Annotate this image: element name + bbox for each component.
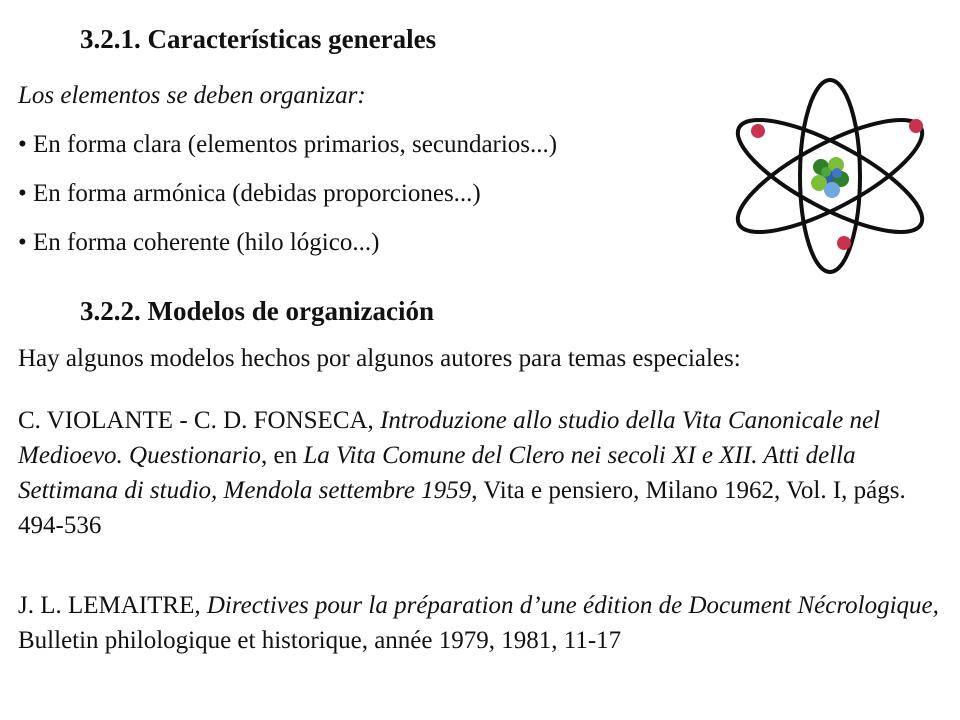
electron-icon: [837, 236, 851, 250]
reference-lemaitre: [18, 588, 948, 658]
atom-icon: [718, 76, 953, 276]
reference-publication: , Vita e pensiero, Milano 1962, Vol. I, págs. 494-536: [18, 477, 906, 539]
electron-icon: [909, 119, 923, 133]
bullet-item-clara: • En forma clara (elementos primarios, secundarios...): [18, 131, 558, 158]
bullet-item-armonica: • En forma armónica (debidas proporciones...): [18, 180, 481, 207]
section-2-intro: Hay algunos modelos hechos por algunos autores para temas especiales:: [18, 345, 741, 372]
reference-container-title: La Vita Comune del Clero nei secoli XI e XII. Atti della Settimana di studio, Mendola settembre 1959: [18, 442, 856, 504]
section-1-heading: 3.2.1. Características generales: [80, 24, 437, 54]
reference-publication: Bulletin philologique et historique, année 1979, 1981, 11-17: [18, 627, 622, 654]
reference-authors: C. VIOLANTE - C. D. FONSECA,: [18, 407, 381, 434]
bullet-item-coherente: • En forma coherente (hilo lógico...): [18, 229, 380, 256]
reference-title: Introduzione allo studio della Vita Canonicale nel Medioevo. Questionario: [18, 407, 881, 469]
reference-connector: , en: [261, 442, 304, 469]
atom-nucleus-icon: [811, 157, 849, 198]
electron-icon: [751, 124, 765, 138]
section-1-intro: Los elementos se deben organizar:: [18, 82, 366, 109]
reference-violante-fonseca: [18, 403, 948, 543]
section-2-heading: 3.2.2. Modelos de organización: [80, 296, 434, 326]
reference-authors: J. L. LEMAITRE: [18, 592, 195, 619]
reference-title: , Directives pour la préparation d’une édition de Document Nécrologique,: [194, 592, 939, 619]
